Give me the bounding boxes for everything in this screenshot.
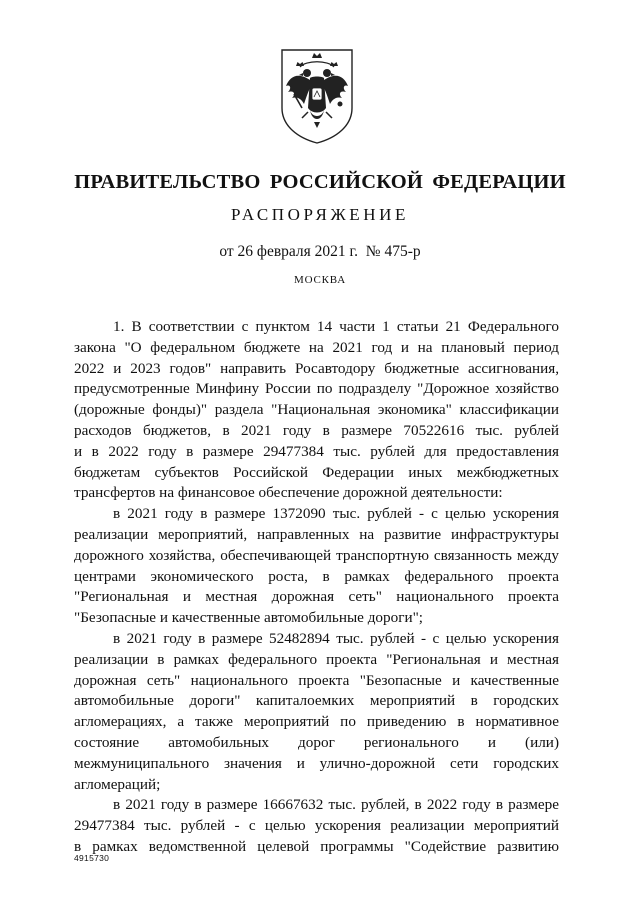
document-type: РАСПОРЯЖЕНИЕ xyxy=(230,205,410,224)
government-title: ПРАВИТЕЛЬСТВО РОССИЙСКОЙ ФЕДЕРАЦИИ xyxy=(74,171,566,193)
body-line: трансфертов на финансовое обеспечение дорожной деятельности: xyxy=(74,484,503,502)
body-line: и в 2022 году в размере 29477384 тыс. рублей для предоставления xyxy=(74,442,559,460)
body-line: в 2021 году в размере 16667632 тыс. рублей, в 2022 году в размере xyxy=(113,796,559,814)
document-id: 4915730 xyxy=(74,853,110,863)
body-line: "Региональная и местная дорожная сеть" национального проекта xyxy=(74,588,559,606)
body-line: предусмотренные Минфину России по подразделу "Дорожное хозяйство xyxy=(74,380,559,398)
body-line: бюджетам субъектов Российской Федерации иных межбюджетных xyxy=(74,463,559,481)
body-line: 2022 и 2023 годов" направить Росавтодору бюджетные ассигнования, xyxy=(74,359,559,377)
body-line: "Безопасные и качественные автомобильные дороги"; xyxy=(74,609,423,627)
body-line: расходов бюджетов, в 2021 году в размере 70522616 тыс. рублей xyxy=(74,421,559,439)
body-line: в 2021 году в размере 52482894 тыс. рублей - с целью ускорения xyxy=(113,629,559,647)
body-line: реализации в рамках федерального проекта "Региональная и местная xyxy=(74,650,559,668)
body-line: в рамках ведомственной целевой программы "Содействие развитию xyxy=(74,837,559,855)
body-line: реализации мероприятий, направленных на развитие инфраструктуры xyxy=(74,525,559,543)
russian-coat-of-arms-icon xyxy=(274,46,360,146)
body-line: межмуниципального значения и улично-дорожной сети городских xyxy=(74,754,559,772)
body-line: центрами экономического роста, в рамках федерального проекта xyxy=(74,567,559,585)
date-number-line: от 26 февраля 2021 г. № 475-р xyxy=(219,243,421,260)
body-line: 29477384 тыс. рублей - с целью ускорения реализации мероприятий xyxy=(74,817,559,835)
body-line: 1. В соответствии с пунктом 14 части 1 статьи 21 Федерального xyxy=(113,318,559,335)
body-line: автомобильные дороги" капиталоемких мероприятий в городских xyxy=(74,692,559,710)
body-line: закона "О федеральном бюджете на 2021 год и на плановый период xyxy=(74,338,559,356)
body-line: агломерациях, а также мероприятий по приведению в нормативное xyxy=(74,713,559,731)
body-line: дорожная сеть" национального проекта "Безопасные и качественные xyxy=(74,671,559,689)
city-name: МОСКВА xyxy=(294,274,346,286)
body-line: в 2021 году в размере 1372090 тыс. рублей - с целью ускорения xyxy=(113,505,559,523)
document-body xyxy=(74,317,559,858)
body-line: состояние автомобильных дорог регионального и (или) xyxy=(74,733,559,751)
body-line: (дорожные фонды)" раздела "Национальная экономика" классификации xyxy=(74,401,559,419)
body-line: дорожного хозяйства, обеспечивающей транспортную связанность между xyxy=(74,546,559,564)
body-line: агломераций; xyxy=(74,775,161,793)
